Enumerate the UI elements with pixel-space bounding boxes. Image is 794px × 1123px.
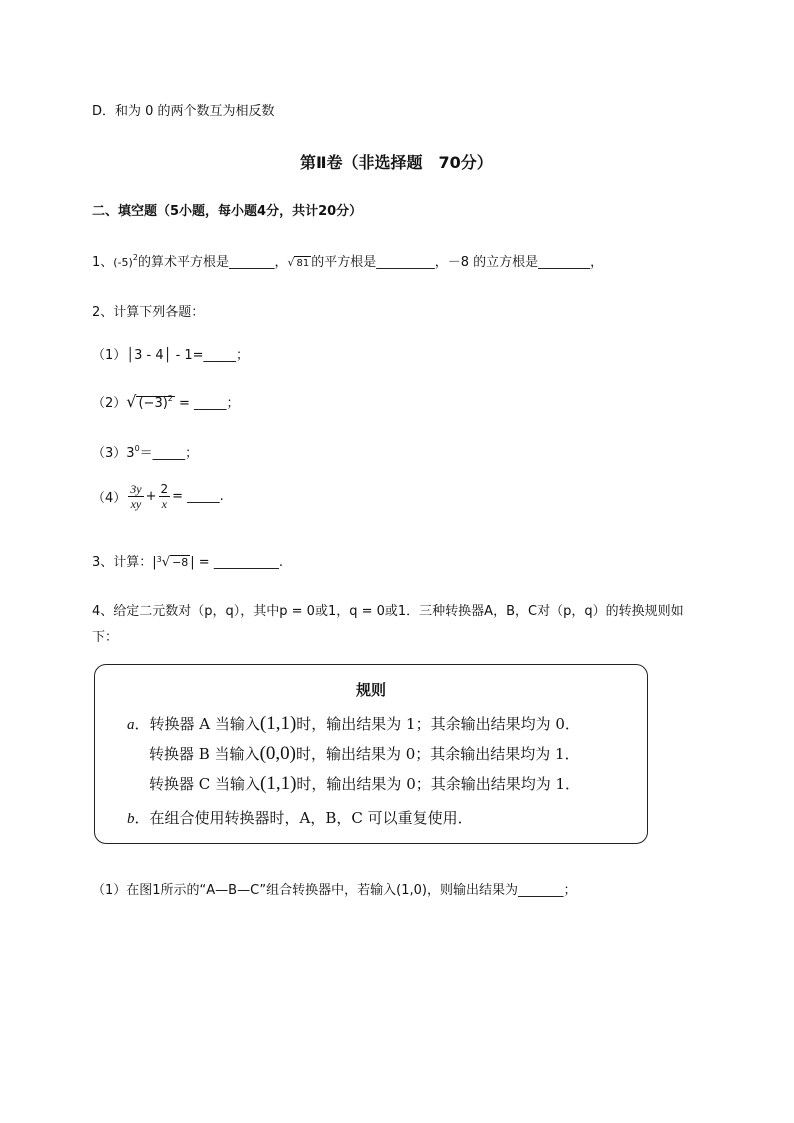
q2-p4-label: （4） xyxy=(92,491,127,506)
plus-sign: + xyxy=(145,489,157,504)
rule-c1-tail: 时，输出结果为 0；其余输出结果均为 1． xyxy=(296,775,581,793)
sqrt-symbol: √ xyxy=(287,256,295,269)
q1-text2: 的平方根是_________，－8 的立方根是________， xyxy=(311,255,604,270)
fraction-2-numerator: 2 xyxy=(160,482,169,496)
rule-a-tag: a xyxy=(127,717,135,733)
q2-p4-tail: = _____. xyxy=(172,489,224,504)
rule-b1-tail: 时，输出结果为 0；其余输出结果均为 1． xyxy=(295,745,580,763)
q2-p2-tail: = _____； xyxy=(174,396,240,411)
question-4-stem-cont: 下： xyxy=(92,630,119,645)
rule-c-converter xyxy=(149,773,580,795)
question-number: 1、 xyxy=(92,255,114,270)
q3-radicand: −8 xyxy=(172,556,189,569)
q2-part2 xyxy=(92,392,240,412)
rule-a-tail: 时，输出结果为 1；其余输出结果均为 0． xyxy=(296,715,580,733)
rule-b-text: ．在组合使用转换器时，A，B，C 可以重复使用． xyxy=(134,809,473,827)
fraction-1-numerator: 3y xyxy=(130,482,142,496)
q2-p2-exp: 2 xyxy=(167,394,173,403)
fraction-2 xyxy=(159,482,171,511)
question-4-stem: 4、给定二元数对（p，q），其中p = 0或1，q = 0或1．三种转换器A，B，C对（p，q）的转换规则如 xyxy=(92,604,684,619)
fraction-1-denominator: xy xyxy=(130,497,142,511)
rules-title: 规则 xyxy=(355,681,386,699)
rule-a-input: (1,1) xyxy=(259,713,297,734)
rule-a xyxy=(127,713,580,735)
rule-b xyxy=(127,807,473,828)
fraction-2-denominator: x xyxy=(161,497,167,511)
rule-c1-text: 转换器 C 当输入 xyxy=(149,775,261,793)
rule-b-converter xyxy=(149,743,580,765)
q2-part3 xyxy=(92,442,198,461)
option-d: D．和为 0 的两个数互为相反数 xyxy=(92,104,275,119)
sqrt-symbol: √ xyxy=(161,555,171,570)
q1-text1: 的算术平方根是_______， xyxy=(137,255,288,270)
fraction-1 xyxy=(128,482,143,511)
q3-stem: 3、计算： xyxy=(92,555,153,570)
q2-p2-label: （2） xyxy=(92,396,127,411)
q2-p2-radicand xyxy=(136,396,174,412)
question-3 xyxy=(92,551,283,570)
sqrt-symbol: √ xyxy=(126,392,137,411)
part-title: 第Ⅱ卷（非选择题 70分） xyxy=(300,153,493,172)
rule-a-text: ．转换器 A 当输入 xyxy=(134,715,260,733)
abs-bar-right: | xyxy=(190,555,195,570)
rule-c1-input: (1,1) xyxy=(260,773,297,794)
q2-p3-label: （3） xyxy=(92,446,127,461)
q2-p3-base: 3 xyxy=(126,446,135,461)
q1-exponent: 2 xyxy=(132,253,138,262)
question-1 xyxy=(92,251,603,271)
q2-p3-exp: 0 xyxy=(134,444,140,453)
q1-sqrt-arg: 81 xyxy=(296,258,310,269)
q2-p2-inner: (−3) xyxy=(138,396,168,411)
question-2-stem: 2、计算下列各题： xyxy=(92,305,205,320)
q3-root-index: 3 xyxy=(156,555,162,564)
q2-p1-label: （1） xyxy=(92,348,127,363)
q2-part1 xyxy=(92,344,249,363)
abs-bar-left: | xyxy=(152,555,157,570)
q2-p1-expr: │3 - 4│ - 1=_____； xyxy=(126,348,250,363)
section-header: 二、填空题（5小题，每小题4分，共计20分） xyxy=(92,204,363,219)
q4-subquestion-1: （1）在图1所示的“A—B—C”组合转换器中，若输入(1,0)，则输出结果为_______； xyxy=(92,883,577,898)
rules-box xyxy=(94,664,648,844)
q3-tail: = __________. xyxy=(194,555,283,570)
q1-base: (-5) xyxy=(113,256,133,269)
q2-part4 xyxy=(92,482,224,511)
rule-b1-input: (0,0) xyxy=(259,743,296,764)
q2-p3-tail: ＝_____； xyxy=(139,446,199,461)
rule-b-tag: b xyxy=(127,811,135,827)
rule-b1-text: 转换器 B 当输入 xyxy=(149,745,260,763)
